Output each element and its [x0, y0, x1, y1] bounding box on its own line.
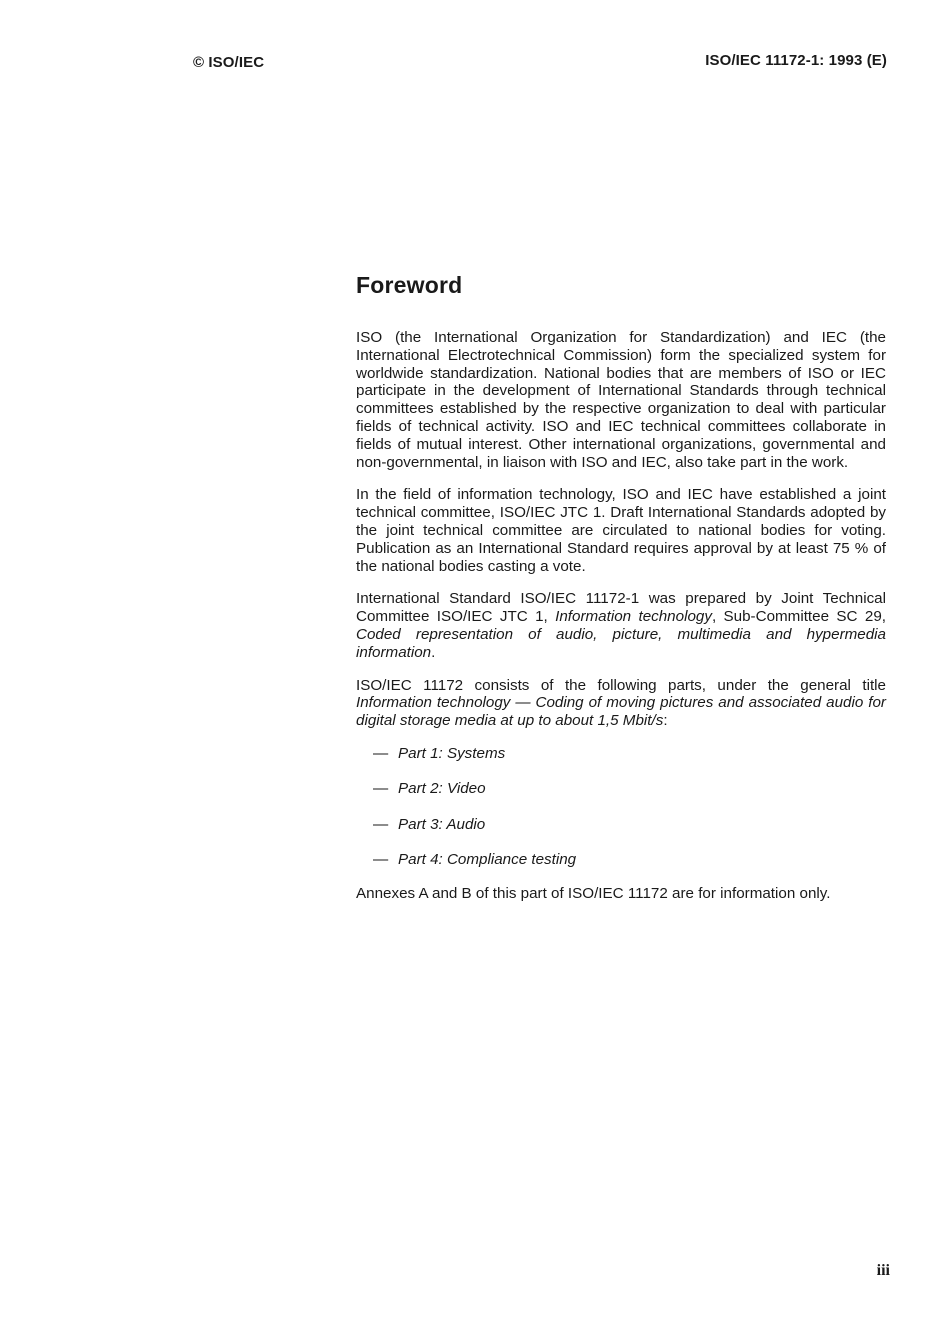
list-item [373, 816, 886, 851]
part-label: Part 2: Video [398, 780, 486, 798]
list-dash: — [373, 815, 389, 833]
paragraph-parts-intro [356, 677, 886, 730]
page-title: Foreword [356, 272, 463, 298]
paragraph-preparation [356, 590, 886, 661]
paragraph-text: , Sub-Committee SC 29, [711, 608, 886, 626]
paragraph-text: : [663, 712, 668, 730]
part-label: Part 1: Systems [398, 744, 506, 762]
part-label: Part 4: Compliance testing [398, 850, 577, 868]
parts-list [356, 745, 886, 886]
header-document-id: ISO/IEC 11172-1: 1993 (E) [705, 52, 887, 69]
list-item [373, 780, 886, 815]
paragraph-text: ISO/IEC 11172 consists of the following parts, under the general title [356, 676, 886, 694]
subcommittee-title: Coded representation of audio, picture, multimedia and hypermedia information [356, 625, 886, 661]
paragraph-jtc1: In the field of information technology, ISO and IEC have established a joint technical committee, ISO/IEC JTC 1. Draft International Standards adopted by the joint technical committee are circulated to national bodies for voting. Publication as an International Standard requires approval by at least 75 % of the national bodies casting a vote. [356, 486, 886, 575]
part-label: Part 3: Audio [398, 815, 486, 833]
paragraph-text: . [431, 643, 436, 661]
list-item [373, 745, 886, 780]
paragraph-iso-iec-intro: ISO (the International Organization for Standardization) and IEC (the International Electrotechnical Commission) form the specialized system for worldwide standardization. National bodies that are members of ISO or IEC participate in the development of International Standards through technical committees established by the respective organization to deal with particular fields of technical activity. ISO and IEC technical committees collaborate in fields of mutual interest. Other international organizations, governmental and non-governmental, in liaison with ISO and IEC, also take part in the work. [356, 329, 886, 471]
list-dash: — [373, 850, 389, 868]
paragraph-annexes: Annexes A and B of this part of ISO/IEC 11172 are for information only. [356, 885, 831, 903]
page-number: iii [876, 1262, 890, 1279]
foreword-section [356, 272, 886, 918]
header-copyright: © ISO/IEC [193, 54, 265, 71]
committee-title: Information technology [555, 608, 712, 626]
list-item [373, 851, 886, 886]
paragraph-text: International Standard ISO/IEC 11172-1 was prepared by Joint Technical Committee ISO/IEC JTC 1, [356, 590, 886, 626]
list-dash: — [373, 780, 389, 798]
list-dash: — [373, 744, 389, 762]
general-title: Information technology — Coding of moving pictures and associated audio for digital storage media at up to about 1,5 Mbit/s [356, 694, 886, 730]
